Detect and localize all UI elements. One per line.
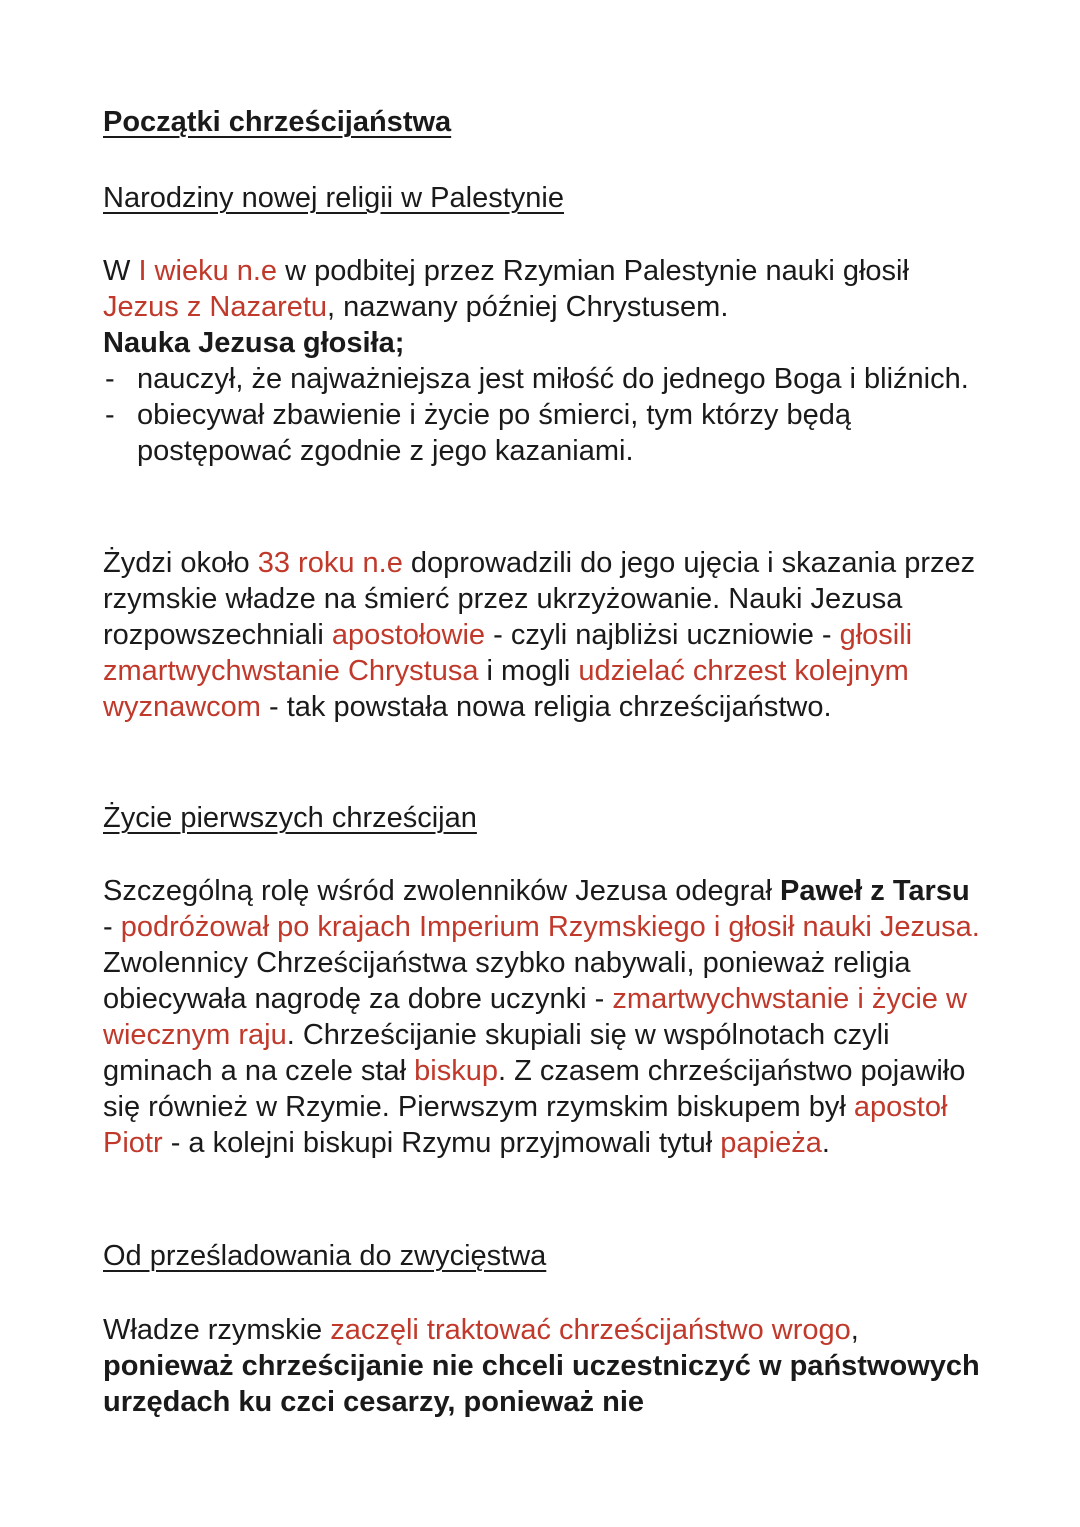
text-run: - czyli najbliżsi uczniowie - bbox=[485, 619, 840, 651]
section-birth-body bbox=[103, 253, 980, 469]
text-run: , nazwany później Chrystusem. bbox=[327, 291, 729, 323]
highlight-text: udzielać chrzest kolejnym wyznawcom bbox=[103, 655, 909, 723]
text-run: Władze rzymskie bbox=[103, 1314, 331, 1346]
highlight-text: zaczęli traktować chrześcijaństwo wrogo bbox=[330, 1314, 851, 1346]
highlight-text: podróżował po krajach Imperium Rzymskiego i głosił nauki Jezusa. bbox=[120, 911, 980, 943]
highlight-text: apostoł Piotr bbox=[103, 1091, 948, 1159]
section-heading-persecution: Od prześladowania do zwycięstwa bbox=[103, 1240, 547, 1272]
paragraph-persecution bbox=[103, 1312, 980, 1420]
highlight-text: papieża bbox=[720, 1127, 822, 1159]
highlight-text: apostołowie bbox=[331, 619, 486, 651]
text-run: Zwolennicy Chrześcijaństwa szybko nabywali, ponieważ religia obiecywała nagrodę za dobre uczynki - bbox=[103, 947, 911, 1015]
paragraph-text bbox=[103, 873, 980, 1161]
highlight-text: zmartwychwstanie i życie w wiecznym raju bbox=[103, 983, 967, 1051]
paragraph-text bbox=[103, 545, 980, 725]
text-run: Żydzi około bbox=[103, 547, 258, 579]
text-run: - a kolejni biskupi Rzymu przyjmowali tytuł bbox=[162, 1127, 721, 1159]
list-item: - obiecywał zbawienie i życie po śmierci, tym którzy będą postępować zgodnie z jego kazaniami. bbox=[103, 397, 980, 469]
text-run: . Z czasem chrześcijaństwo pojawiło się również w Rzymie. Pierwszym rzymskim biskupem był bbox=[103, 1055, 966, 1123]
highlight-text: 33 roku n.e bbox=[257, 547, 403, 579]
text-run: doprowadzili do jego ujęcia i skazania przez rzymskie władze na śmierć przez ukrzyżowanie. Nauki Jezusa rozpowszechniali bbox=[103, 547, 976, 651]
text-run: w podbitej przez Rzymian Palestynie nauki głosił bbox=[277, 255, 909, 287]
teaching-list bbox=[103, 361, 980, 469]
text-run: . Chrześcijanie skupiali się w wspólnotach czyli gminach a na czele stał bbox=[103, 1019, 890, 1087]
text-run: . bbox=[821, 1127, 830, 1159]
bold-text: Paweł z Tarsu bbox=[780, 875, 970, 907]
paragraph-crucifixion-apostles bbox=[103, 545, 980, 725]
highlight-text: biskup bbox=[414, 1055, 498, 1087]
highlight-text: głosili zmartwychwstanie Chrystusa bbox=[103, 619, 913, 687]
bold-text: ponieważ chrześcijanie nie chceli uczestniczyć w państwowych urzędach ku czci cesarzy, ponieważ nie bbox=[103, 1350, 980, 1418]
text-run: - bbox=[103, 911, 121, 943]
text-run: W bbox=[103, 255, 139, 287]
paragraph-paul-of-tarsus bbox=[103, 873, 980, 1161]
text-run: - tak powstała nowa religia chrześcijaństwo. bbox=[260, 691, 832, 723]
teaching-label: Nauka Jezusa głosiła; bbox=[103, 327, 405, 359]
section-heading-early-christians: Życie pierwszych chrześcijan bbox=[103, 802, 477, 834]
paragraph-jesus-intro bbox=[103, 253, 980, 325]
text-run: Szczególną rolę wśród zwolenników Jezusa odegrał bbox=[103, 875, 781, 907]
text-run: i mogli bbox=[478, 655, 579, 687]
list-item: - nauczył, że najważniejsza jest miłość do jednego Boga i bliźnich. bbox=[103, 361, 980, 397]
text-run: , bbox=[850, 1314, 859, 1346]
page-title: Początki chrześcijaństwa bbox=[103, 106, 452, 138]
paragraph-text bbox=[103, 1312, 980, 1420]
highlight-text: I wieku n.e bbox=[138, 255, 278, 287]
highlight-text: Jezus z Nazaretu bbox=[103, 291, 328, 323]
section-heading-birth-of-religion: Narodziny nowej religii w Palestynie bbox=[103, 182, 564, 214]
